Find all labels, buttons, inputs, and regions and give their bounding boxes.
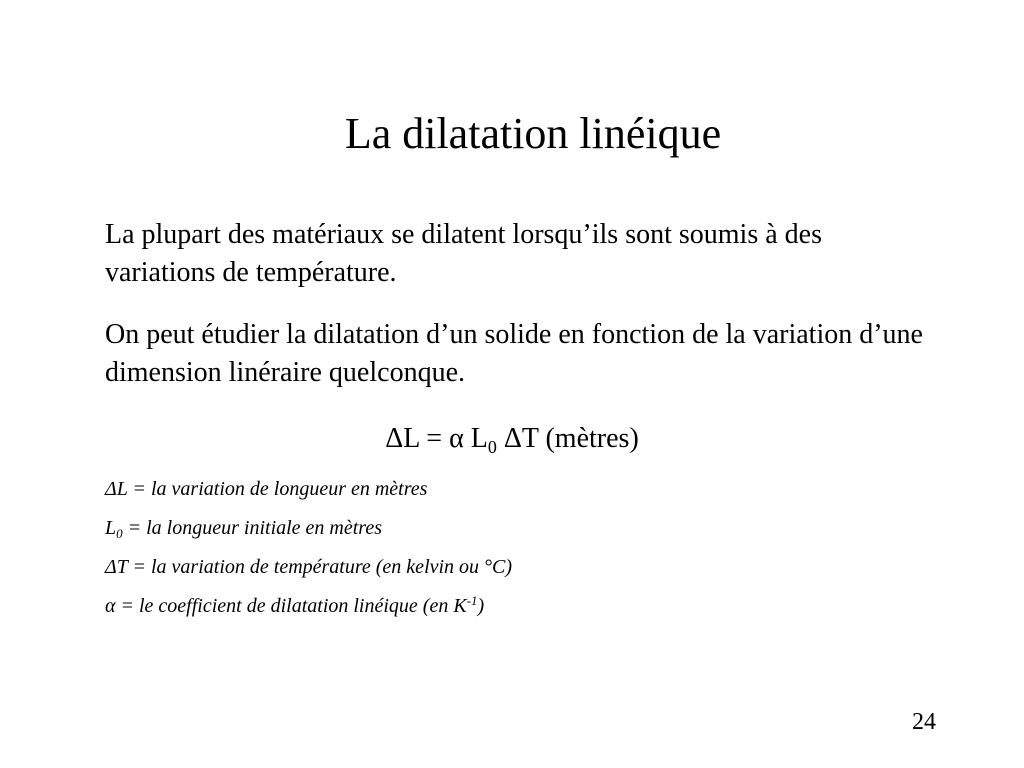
- definition-alpha: [105, 593, 925, 632]
- formula-linear-expansion: [0, 420, 1024, 458]
- definition-l0: [105, 515, 925, 554]
- definition-alpha-text: α = le coefficient de dilatation linéique (en K: [105, 595, 467, 617]
- definition-l0-symbol: L: [105, 517, 117, 539]
- paragraph-study-dilatation: On peut étudier la dilatation d’un solide en fonction de la variation d’une dimension linéraire quelconque.: [105, 319, 923, 388]
- definition-l0-text: = la longueur initiale en mètres: [122, 517, 383, 539]
- definition-delta-l: ΔL = la variation de longueur en mètres: [105, 478, 428, 500]
- formula-rhs: ΔT (mètres): [496, 423, 639, 454]
- definition-delta-t: ΔT = la variation de température (en kelvin ou °C): [105, 556, 513, 578]
- definition-l0-subscript: 0: [116, 526, 123, 541]
- page-number: 24: [912, 709, 936, 735]
- formula-lhs: ΔL = α L: [385, 423, 488, 454]
- definition-alpha-superscript: -1: [466, 593, 478, 608]
- slide-title: La dilatation linéique: [344, 109, 722, 158]
- formula-subscript: 0: [487, 437, 497, 457]
- paragraph-materials-expand: La plupart des matériaux se dilatent lorsqu’ils sont soumis à des variations de température.: [105, 219, 822, 288]
- definition-alpha-close: ): [477, 595, 485, 617]
- definitions-list: [105, 476, 925, 632]
